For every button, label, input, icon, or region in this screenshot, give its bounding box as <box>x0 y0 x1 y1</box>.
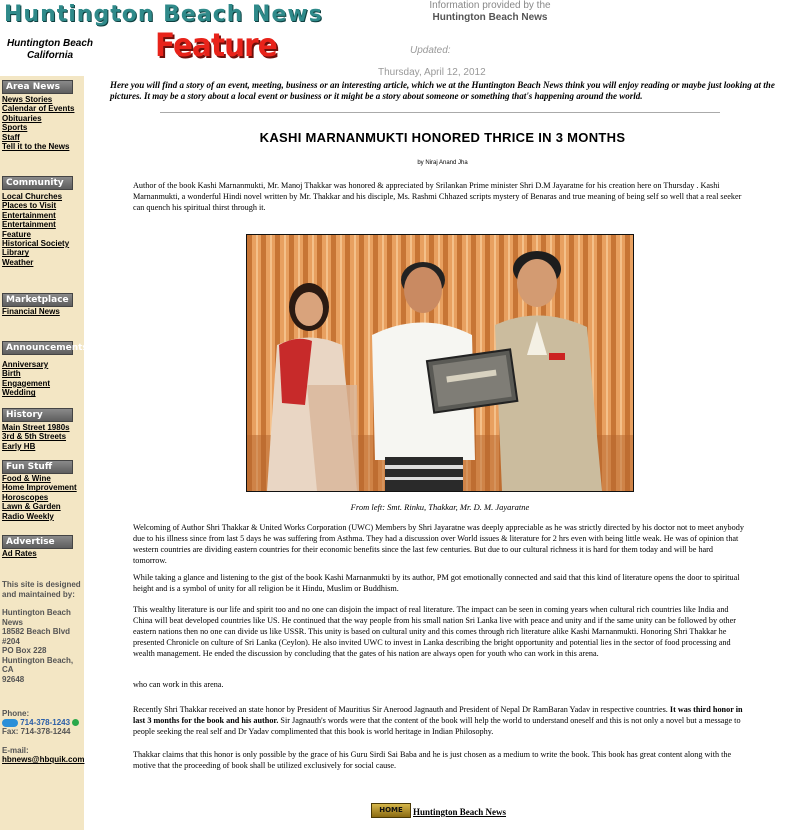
nav-sports[interactable]: Sports <box>2 123 28 133</box>
sidebar <box>0 76 88 830</box>
intro-text: Here you will find a story of an event, meeting, business or an interesting article, which we at the Huntington Beach News think you will enjoy reading or maybe just looking at the pictures. It may be a story about a local event or business or it might be a story about someone or something that's happening around the world. <box>110 80 775 101</box>
article-paragraph-4: This wealthy literature is our life and spirit too and no one can disjoin the impact of real literature. The impact can be seen in coming years when cultural rich countries like India and China will beat developed countries like US. He continued that the way people from his small nation Sri Lanka live with peace and unity and if the same unity can be followed by other eastern nations then no one can divide us like USSR. This unity is based on cultural unity and this comes through rich literature alike Kashi Marnanmukti. Honoring Shri Thakkar he presented Chronicle on culture of Sri Lanka (Ceylon). He also invited UWC to invest in Lanka describing the bright opportunity and potential lies in the sector of food processing and wealth management. He ended the discussion by concluding that the gates of his nation are always open for youth who can work in this arena. <box>133 605 736 658</box>
designed-by: This site is designed and maintained by: <box>2 580 81 599</box>
paragraph-5-bold: It was third honor in last 3 months for the book and his author. <box>133 705 743 725</box>
sidebar-heading-fun-stuff: Fun Stuff <box>2 460 73 474</box>
sidebar-heading-history: History <box>2 408 73 422</box>
address-line: 92648 <box>2 674 25 684</box>
fax-number: Fax: 714-378-1244 <box>2 727 71 736</box>
nav-main-street-1980s[interactable]: Main Street 1980s <box>2 423 70 432</box>
nav-community <box>2 192 69 267</box>
address-line: Huntington Beach, CA <box>2 655 74 674</box>
nav-feature[interactable]: Feature <box>2 229 31 239</box>
article-paragraph-6: Thakkar claims that this honor is only possible by the grace of his Guru Sirdi Sai Baba and he is just chosen as a medium to write the book. This book has great content along with the motive that the proceeding of book shall be utilized exclusively for social cause. <box>133 750 732 770</box>
info-label: Information provided by the <box>429 0 551 11</box>
address-line: Huntington Beach News <box>2 608 71 627</box>
address-block <box>2 608 86 684</box>
sidebar-heading-advertise: Advertise <box>2 535 73 549</box>
phone-label: Phone: <box>2 709 30 718</box>
article-paragraph-2: Welcoming of Author Shri Thakkar & United Works Corporation (UWC) Members by Shri Jayaratne was deeply appreciable as he was strictly directed by his doctor not to meet anybody due to his illness since from last 5 days he was suffering from Asthma. They had a discussion over World issues & literature for 2 hrs even with being little weak. He was of opinion that western countries are dividing eastern countries for their economic benefits since the last few centuries. But due to our cultural richness it is hard for them today and will be hard tomorrow. <box>133 523 744 565</box>
sidebar-heading-area-news: Area News <box>2 80 73 94</box>
photo-caption: From left: Smt. Rinku, Thakkar, Mr. D. M. Jayaratne <box>350 502 530 512</box>
nav-marketplace <box>2 307 60 316</box>
nav-history <box>2 423 70 451</box>
nav-home-improvement[interactable]: Home Improvement <box>2 483 77 493</box>
article-paragraph-5 <box>133 704 748 737</box>
nav-radio-weekly[interactable]: Radio Weekly <box>2 511 54 521</box>
article-headline: KASHI MARNANMUKTI HONORED THRICE IN 3 MONTHS <box>259 130 626 145</box>
nav-news-stories[interactable]: News Stories <box>2 95 53 104</box>
nav-weather[interactable]: Weather <box>2 257 34 267</box>
nav-food-wine[interactable]: Food & Wine <box>2 474 51 483</box>
info-site: Huntington Beach News <box>432 12 548 23</box>
nav-birth[interactable]: Birth <box>2 369 21 379</box>
nav-calendar-of-events[interactable]: Calendar of Events <box>2 104 75 114</box>
sidebar-heading-marketplace: Marketplace <box>2 293 73 307</box>
site-title: Huntington Beach News <box>4 2 323 27</box>
nav-advertise <box>2 549 37 558</box>
info-provider <box>400 0 580 24</box>
call-icon[interactable] <box>72 719 79 726</box>
article-paragraph-4-tail: who can work in this arena. <box>133 680 224 689</box>
updated-date: Thursday, April 12, 2012 <box>378 67 486 78</box>
nav-library[interactable]: Library <box>2 248 30 258</box>
nav-announcements <box>2 360 50 398</box>
site-city: Huntington Beach California <box>6 38 94 61</box>
email-label: E-mail: <box>2 746 29 755</box>
nav-tell-it-to-the-news[interactable]: Tell it to the News <box>2 142 70 152</box>
nav-anniversary[interactable]: Anniversary <box>2 360 49 369</box>
nav-engagement[interactable]: Engagement <box>2 378 51 388</box>
nav-fun-stuff <box>2 474 77 521</box>
nav-places-to-visit[interactable]: Places to Visit <box>2 201 57 211</box>
article-paragraph-1: Author of the book Kashi Marnanmukti, Mr. Manoj Thakkar was honored & appreciated by Srilankan Prime minister Shri D.M Jayaratne for his creation here on Thursday . Kashi Marnanmukti, a wonderful Hindi novel written by Mr. Thakkar and his disciple, Ms. Rashmi Chhazed scripts mystery of Benaras and true meaning of being self so well that a real seeker can quench his spiritual thirst through it. <box>133 181 742 212</box>
nav-3rd-5th-streets[interactable]: 3rd & 5th Streets <box>2 432 67 442</box>
nav-horoscopes[interactable]: Horoscopes <box>2 492 49 502</box>
photo-illustration <box>247 235 633 491</box>
address-line: #204 <box>2 636 20 646</box>
nav-early-hb[interactable]: Early HB <box>2 441 36 451</box>
home-button[interactable]: HOME <box>371 803 411 818</box>
updated-label: Updated: <box>410 45 451 56</box>
divider <box>160 112 720 113</box>
nav-ad-rates[interactable]: Ad Rates <box>2 549 37 558</box>
address-line: PO Box 228 <box>2 646 47 655</box>
nav-lawn-garden[interactable]: Lawn & Garden <box>2 502 61 512</box>
nav-entertainment-2[interactable]: Entertainment <box>2 220 56 230</box>
nav-financial-news[interactable]: Financial News <box>2 307 60 316</box>
paragraph-5-start: Recently Shri Thakkar received an state honor by President of Mauritius Sir Anerood Jagnauth and President of Nepal Dr RamBaran Yadav in respective countries. <box>133 705 668 714</box>
article-photo <box>246 234 634 492</box>
phone-number[interactable]: 714-378-1243 <box>20 718 71 727</box>
nav-historical-society[interactable]: Historical Society <box>2 239 70 249</box>
home-link[interactable]: Huntington Beach News <box>413 807 507 817</box>
article-byline: by Niraj Anand Jha <box>417 160 468 166</box>
paragraph-5-end: Sir Jagnauth's words were that the content of the book will help the world to understand oneself and this is not only a novel but a message to people seeking the real self and Dr Yadav complimented that this book is world heritage in Indian Philosophy. <box>133 716 741 736</box>
nav-obituaries[interactable]: Obituaries <box>2 113 42 123</box>
article-paragraph-3: While taking a glance and listening to the gist of the book Kashi Marnanmukti by its author, PM got emotionally connected and said that this kind of literature opens the door to spiritual height and is a symbol of unity for all religion be it Hindu, Muslim or Buddhism. <box>133 573 740 593</box>
nav-wedding[interactable]: Wedding <box>2 388 36 398</box>
address-line: 18582 Beach Blvd <box>2 627 71 636</box>
sidebar-heading-announcements: Announcements <box>2 341 73 355</box>
section-title: Feature <box>155 26 277 64</box>
skype-icon[interactable] <box>2 719 18 727</box>
nav-entertainment-1[interactable]: Entertainment <box>2 210 56 220</box>
nav-local-churches[interactable]: Local Churches <box>2 192 63 201</box>
nav-area-news <box>2 95 74 151</box>
nav-staff[interactable]: Staff <box>2 132 20 142</box>
sidebar-heading-community: Community <box>2 176 73 190</box>
email-link[interactable]: hbnews@hbquik.com <box>2 755 85 764</box>
